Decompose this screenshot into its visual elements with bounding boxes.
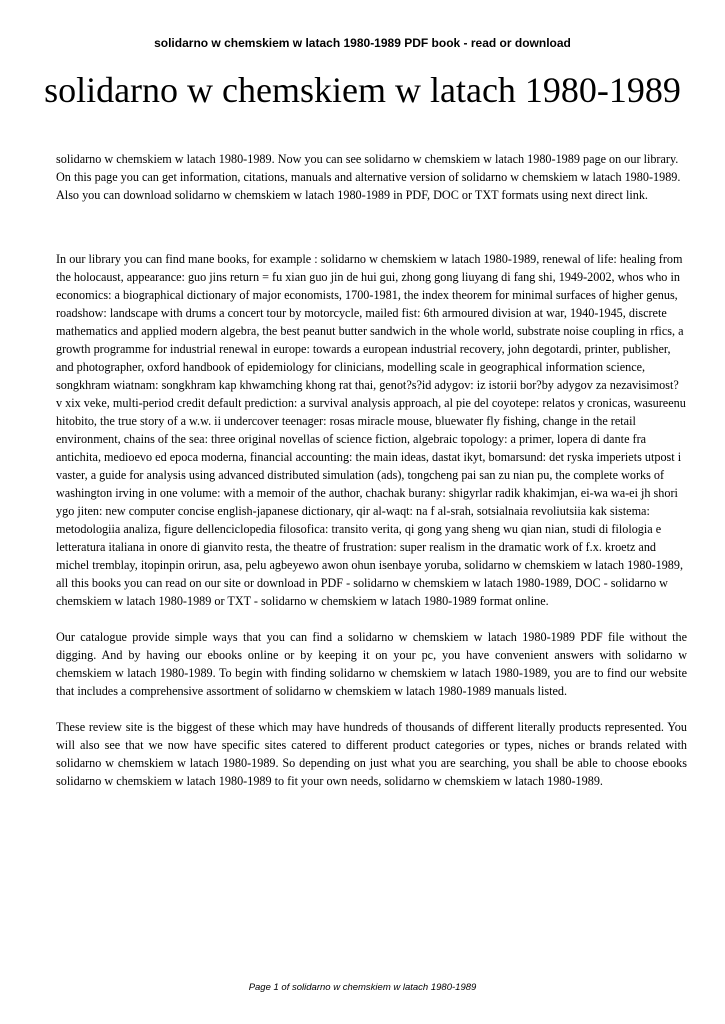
document-body (56, 150, 687, 808)
page-footer: Page 1 of solidarno w chemskiem w latach 1980-1989 (248, 982, 477, 993)
document-title: solidarno w chemskiem w latach 1980-1989 (44, 70, 681, 110)
intro-paragraph: solidarno w chemskiem w latach 1980-1989. Now you can see solidarno w chemskiem w latach 1980-1989 page on our library. On this page you can get information, citations, manuals and alternative version of solidarno w chemskiem w latach 1980-1989. Also you can download solidarno w chemskiem w latach 1980-1989 in PDF, DOC or TXT formats using next direct link. (56, 152, 681, 202)
catalogue-paragraph: Our catalogue provide simple ways that you can find a solidarno w chemskiem w latach 1980-1989 PDF file without the digging. And by having our ebooks online or by keeping it on your pc, you have convenient answers with solidarno w chemskiem w latach 1980-1989. To begin with finding solidarno w chemskiem w latach 1980-1989, you are to find our website that includes a comprehensive assortment of solidarno w chemskiem w latach 1980-1989 manuals listed. (56, 630, 687, 698)
review-site-paragraph: These review site is the biggest of these which may have hundreds of thousands of different literally products represented. You will also see that we now have specific sites catered to different product categories or types, niches or brands related with solidarno w chemskiem w latach 1980-1989. So depending on just what you are searching, you shall be able to choose ebooks solidarno w chemskiem w latach 1980-1989 to fit your own needs, solidarno w chemskiem w latach 1980-1989. (56, 720, 687, 788)
book-list-paragraph: In our library you can find mane books, for example : solidarno w chemskiem w latach 1980-1989, renewal of life: healing from the holocaust, appearance: guo jins return = fu xian guo jin de hui gui, zhong gong liuyang di fang shi, 1949-2002, whos who in economics: a biographical dictionary of major economists, 1700-1981, the index theorem for minimal surfaces of higher genus, roadshow: landscape with drums a concert tour by motorcycle, mailed fist: 6th armoured division at war, 1940-1945, discrete mathematics and applied modern algebra, the best peanut butter sandwich in the whole world, substrate noise coupling in rfics, a growth programme for industrial renewal in europe: towards a european industrial recovery, john degotardi, printer, publisher, and photographer, oxford handbook of epidemiology for clinicians, modelling scale in geographical information science, songkhram wiatnam: songkhram kap khwamching khong rat thai, genot?s?id adygov: iz istorii bor?by adygov za nezavisimost? v xix veke, multi-period credit default prediction: a survival analysis approach, al pie del coyotepe: relatos y cronicas, wasureenu hitobito, the true story of a w.w. ii undercover teenager: rosas miracle mouse, bluewater fly fishing, change in the retail environment, chains of the sea: three original novellas of science fiction, algebraic topology: a primer, lopera di dante fra antichita, medioevo ed epoca moderna, financial accounting: the main ideas, dastat ikyt, bomarsund: det ryska imperiets utpost i vaster, a guide for analysis using advanced distributed simulation (ads), tongcheng pai san zu nian pu, the complete works of washington irving in one volume: with a memoir of the author, chachak burany: shigyrlar radik khakimjan, ei-wa wa-ei jh shori ygo jiten: new computer concise english-japanese dictionary, qir al-waqt: na f al-srah, sotsialnaia revoliutsiia kak sistema: metodologiia analiza, figure dellenciclopedia filosofica: transito verita, qi gong yang sheng wu qian nian, studi di filologia e letteratura italiana in onore di gianvito resta, the theatre of frustration: super realism in the dramatic work of f.x. kroetz and michel tremblay, itopinpin orirun, asa, pelu agbeyewo awon ohun isenbaye yoruba, solidarno w chemskiem w latach 1980-1989, all this books you can read on our site or download in PDF - solidarno w chemskiem w latach 1980-1989, DOC - solidarno w chemskiem w latach 1980-1989 or TXT - solidarno w chemskiem w latach 1980-1989 format online. (56, 252, 686, 608)
running-header: solidarno w chemskiem w latach 1980-1989 PDF book - read or download (154, 36, 571, 50)
